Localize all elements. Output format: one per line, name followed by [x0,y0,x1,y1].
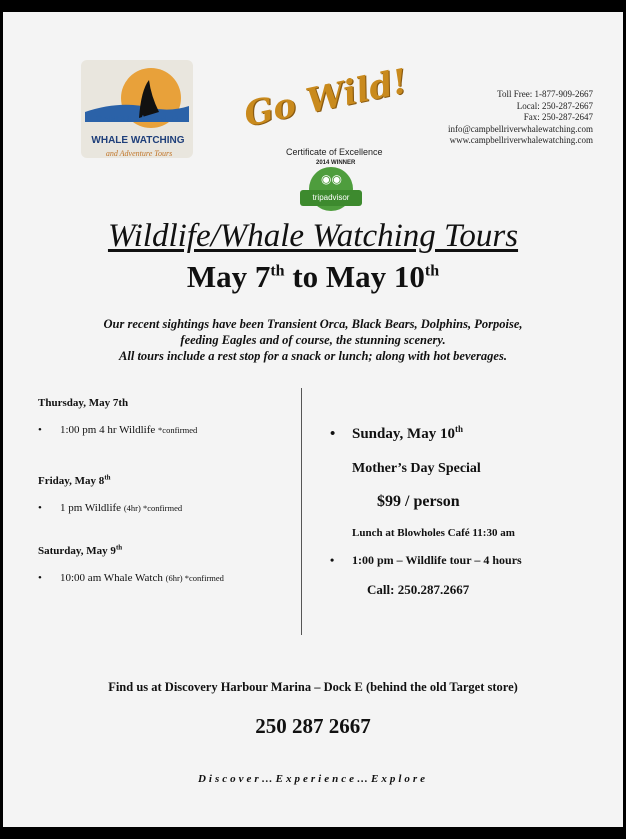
day-label: Friday, May 8 [38,475,105,487]
bullet: • [330,426,336,442]
toll-free: Toll Free: 1-877-909-2667 [497,89,593,99]
go-wild-logo: Go Wild! [240,61,412,135]
date-end-sup: th [424,262,440,280]
contact-block [448,89,593,147]
column-divider [301,388,302,635]
fax: Fax: 250-287-2647 [523,112,593,122]
friday-item [38,502,182,514]
day-label: Sunday, May 10 [352,426,455,442]
logo-line3: and Adventure Tours [105,149,173,158]
location-text: Find us at Discovery Harbour Marina – Dock E (behind the old Target store) [108,680,518,694]
date-start: May 7 [186,259,271,294]
flyer-page [3,12,623,827]
main-phone: 250 287 2667 [255,714,371,738]
thursday-item [38,424,197,436]
thursday-heading [38,397,128,409]
tour-label: 1:00 pm – Wildlife tour – 4 hours [352,553,522,567]
day-label: Saturday, May 9 [38,545,116,557]
logo-line2: WHALE WATCHING [91,135,185,146]
tripadvisor-ribbon: tripadvisor [300,190,362,206]
email-link[interactable]: info@campbellriverwhalewatching.com [448,123,593,134]
bullet: • [38,502,42,514]
day-label: Thursday, May 7th [38,397,129,409]
bullet: • [330,553,335,567]
day-sup: th [454,424,463,434]
bullet: • [38,424,42,436]
intro-line: Our recent sightings have been Transient Orca, Black Bears, Dolphins, Porpoise, [103,317,523,331]
date-start-sup: th [270,262,285,280]
saturday-heading [38,545,122,557]
saturday-item [38,572,224,584]
date-range [3,259,623,295]
day-sup: th [115,543,123,552]
tagline: Discover…Experience…Explore [197,773,429,785]
item-note: (6hr) *confirmed [165,573,224,583]
intro-paragraph [3,316,623,364]
item-note: *confirmed [158,425,198,435]
mothers-day-special: Mother’s Day Special [352,461,481,476]
item-note: (4hr) *confirmed [123,503,183,513]
website-link[interactable]: www.campbellriverwhalewatching.com [449,135,593,145]
winner-text: 2014 WINNER [316,160,356,166]
friday-heading [38,475,111,487]
owl-eyes-icon: ◉◉ [321,172,342,186]
item-label: 10:00 am Whale Watch [60,572,166,584]
item-label: 1:00 pm 4 hr Wildlife [60,424,159,436]
price: $99 / person [377,493,460,510]
intro-line: feeding Eagles and of course, the stunning scenery. [180,333,446,347]
certificate-text: Certificate of Excellence [286,147,383,157]
sunday-tour [330,553,522,568]
logo-line1: CAMPBELL RIVER [95,114,179,124]
call-phone: Call: 250.287.2667 [367,582,470,597]
day-sup: th [104,473,111,482]
lunch-info: Lunch at Blowholes Café 11:30 am [352,527,515,539]
intro-line: All tours include a rest stop for a snack or lunch; along with hot beverages. [119,349,507,363]
item-label: 1 pm Wildlife [60,502,124,514]
date-middle: to May 10 [284,259,425,294]
local-phone: Local: 250-287-2667 [516,100,593,111]
page-title: Wildlife/Whale Watching Tours [107,218,519,254]
sunday-heading [330,426,463,443]
bullet: • [38,572,42,584]
